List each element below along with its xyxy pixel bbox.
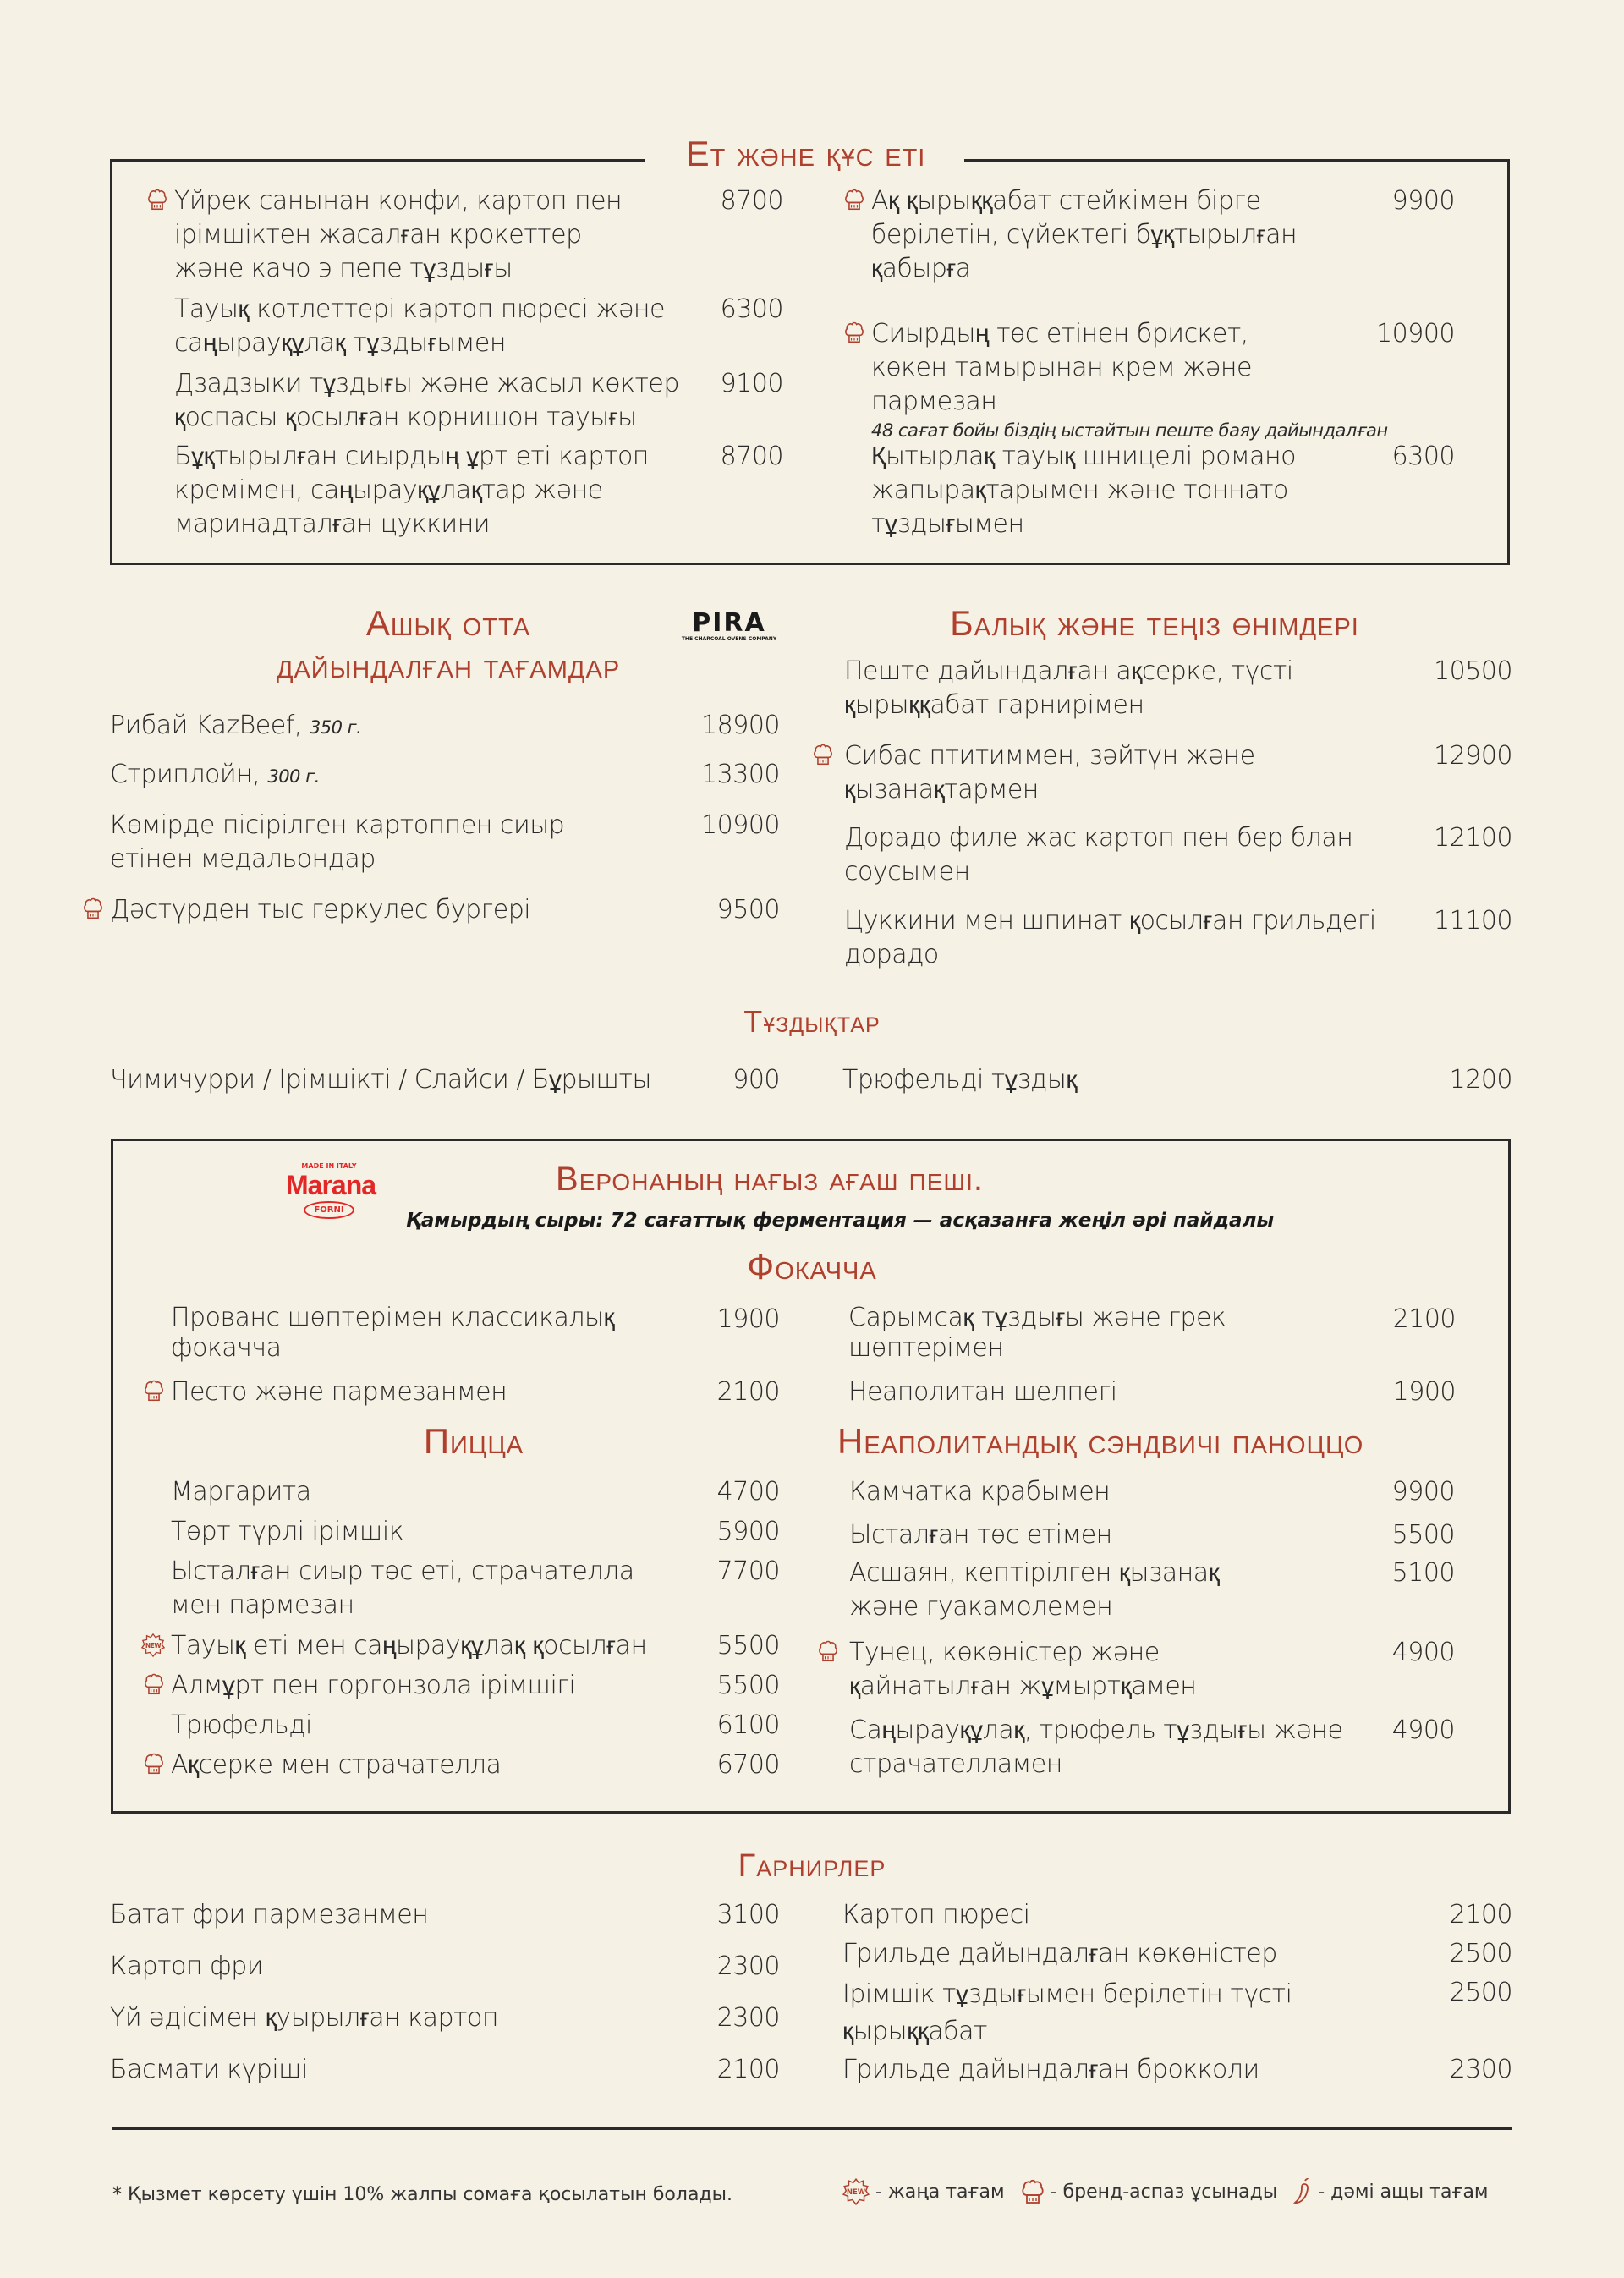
item-price: 12100 <box>1434 823 1512 853</box>
marana-logo-name: Marana <box>286 1170 376 1200</box>
item-price: 2100 <box>716 1377 780 1407</box>
item-name: Рибай KazBeef, <box>110 711 302 740</box>
item-price: 1200 <box>1449 1065 1512 1095</box>
item-price: 13300 <box>701 760 780 789</box>
item-name: Бұқтырылған сиырдың ұрт еті картоп кремімен, саңырауқұлақтар және маринадталған цуккини <box>174 442 649 539</box>
item-price: 2300 <box>716 2003 780 2033</box>
chef-hat-icon <box>812 743 834 766</box>
menu-item[interactable] <box>848 1303 1456 1364</box>
item-price: 5900 <box>716 1517 780 1546</box>
pira-logo-name: PIRA <box>692 608 766 638</box>
item-name: Үйрек санынан конфи, картоп пен ірімшіктен жасалған крокеттер және качо э пепе тұздығы <box>174 186 623 283</box>
menu-item[interactable] <box>842 1898 1512 1932</box>
item-note: 48 сағат бойы біздің ыстайтын пеште баяу дайындалған <box>871 420 1388 441</box>
menu-item[interactable] <box>849 1714 1455 1781</box>
item-name: Грильде дайындалған көкөністер <box>842 1939 1277 1968</box>
menu-item[interactable] <box>171 1375 780 1409</box>
section-title-fish-seafood: Балық және теңіз өнімдері <box>950 603 1359 643</box>
pira-logo-tagline: THE CHARCOAL OVENS COMPANY <box>681 636 777 642</box>
chef-hat-icon <box>143 1379 165 1402</box>
item-name: Сибас птитиммен, зәйтүн және қызанақтармен <box>844 741 1255 804</box>
menu-item[interactable] <box>171 1475 780 1509</box>
item-name: Неаполитан шелпегі <box>848 1377 1117 1407</box>
menu-item[interactable] <box>110 809 780 876</box>
meat-box-top-right <box>964 159 1510 162</box>
legend <box>842 2177 1489 2206</box>
menu-item[interactable] <box>842 1976 1512 2050</box>
menu-item[interactable] <box>110 709 780 744</box>
footer-divider <box>112 2127 1512 2130</box>
item-name: Песто және пармезанмен <box>171 1377 508 1407</box>
menu-item[interactable] <box>844 821 1512 889</box>
chef-hat-icon <box>1020 2177 1045 2206</box>
menu-item[interactable] <box>171 1748 780 1782</box>
chef-hat-icon <box>817 1639 839 1663</box>
menu-item[interactable] <box>110 1063 780 1097</box>
section-title-sauces: Тұздықтар <box>743 1004 881 1039</box>
item-name: Дәстүрден тыс геркулес бургері <box>110 895 531 925</box>
item-name: Батат фри пармезанмен <box>110 1900 429 1929</box>
menu-item[interactable] <box>171 1669 780 1703</box>
item-name: Маргарита <box>171 1477 311 1507</box>
item-price: 5500 <box>716 1671 780 1700</box>
menu-item[interactable] <box>849 1518 1455 1552</box>
chef-hat-icon <box>843 188 865 211</box>
menu-item[interactable] <box>171 1555 780 1622</box>
item-price: 2100 <box>1392 1304 1456 1334</box>
menu-item[interactable] <box>849 1475 1455 1509</box>
menu-item[interactable] <box>174 184 783 286</box>
menu-item[interactable] <box>871 184 1455 286</box>
item-name: Басмати күріші <box>110 2055 309 2084</box>
item-price: 6300 <box>720 294 783 324</box>
item-price: 10900 <box>1376 319 1455 349</box>
item-price: 1900 <box>716 1304 780 1334</box>
item-price: 2100 <box>716 2055 780 2084</box>
legend-spicy-label: - дәмі ащы тағам <box>1318 2181 1489 2203</box>
item-price: 5500 <box>716 1631 780 1660</box>
item-weight: 300 г. <box>267 766 320 787</box>
item-price: 10500 <box>1434 656 1512 686</box>
menu-item[interactable] <box>110 758 780 793</box>
item-price: 1900 <box>1392 1377 1456 1407</box>
menu-item[interactable] <box>110 1950 780 1984</box>
item-price: 6300 <box>1391 442 1455 471</box>
item-name: Тауық котлеттері картоп пюресі және саңырауқұлақ тұздығымен <box>174 294 665 358</box>
menu-item[interactable] <box>848 1375 1456 1409</box>
chef-hat-icon <box>143 1672 165 1696</box>
item-price: 5100 <box>1391 1558 1455 1588</box>
item-name: Асшаян, кептірілген қызанақ және гуакамолемен <box>849 1558 1220 1622</box>
menu-item[interactable] <box>842 1063 1512 1097</box>
item-name: Көмірде пісірілген картоппен сиыр етінен медальондар <box>110 810 565 874</box>
item-weight: 350 г. <box>309 717 362 738</box>
section-title-pizza: Пицца <box>423 1421 524 1461</box>
meat-box-top-left <box>110 159 645 162</box>
item-name: Прованс шөптерімен классикалық фокачча <box>171 1303 615 1363</box>
item-price: 10900 <box>701 810 780 840</box>
item-name: Ысталған сиыр төс еті, страчателла мен пармезан <box>171 1556 634 1620</box>
item-name: Алмұрт пен горгонзола ірімшігі <box>171 1671 576 1700</box>
menu-item[interactable] <box>174 293 783 360</box>
item-name: Ысталған төс етімен <box>849 1520 1112 1550</box>
item-name: Үй әдісімен қуырылған картоп <box>110 2003 498 2033</box>
item-name: Дорадо филе жас картоп пен бер блан соусымен <box>844 823 1353 886</box>
item-price: 11100 <box>1434 906 1512 936</box>
legend-chef-label: - бренд-аспаз ұсынады <box>1050 2181 1278 2203</box>
item-price: 18900 <box>701 711 780 740</box>
item-name: Дзадзыки тұздығы және жасыл көктер қоспасы қосылған корнишон тауығы <box>174 369 679 432</box>
menu-item[interactable] <box>110 2001 780 2035</box>
item-name: Ақсерке мен страчателла <box>171 1750 502 1780</box>
new-badge-icon <box>140 1633 166 1658</box>
section-title-focaccia: Фокачча <box>747 1247 877 1287</box>
section-title-open-fire-line2: дайындалған тағамдар <box>276 645 621 685</box>
item-name: Сиырдың төс етінен брискет, көкен тамырынан крем және пармезан <box>871 319 1252 416</box>
item-name: Ақ қырыққабат стейкімен бірге берілетін, сүйектегі бұқтырылған қабырға <box>871 186 1298 283</box>
item-price: 4900 <box>1391 1715 1455 1745</box>
item-name: Стриплойн, <box>110 760 261 789</box>
item-name: Цуккини мен шпинат қосылған грильдегі дорадо <box>844 906 1376 969</box>
item-name: Сарымсақ тұздығы және грек шөптерімен <box>848 1303 1226 1363</box>
wood-oven-subtitle: Қамырдың сыры: 72 сағаттық ферментация — асқазанға жеңіл әрі пайдалы <box>406 1210 1275 1232</box>
chili-pepper-icon <box>1292 2177 1313 2206</box>
item-name: Камчатка крабымен <box>849 1477 1111 1507</box>
item-price: 3100 <box>716 1900 780 1929</box>
item-price: 2500 <box>1449 1939 1512 1968</box>
menu-item[interactable] <box>842 1937 1512 1971</box>
menu-item[interactable] <box>174 367 783 435</box>
section-title-wood-oven: Веронаның нағыз ағаш пеші. <box>556 1161 984 1198</box>
item-price: 4700 <box>716 1477 780 1507</box>
menu-item[interactable] <box>110 1898 780 1932</box>
chef-hat-icon <box>82 897 104 920</box>
menu-item[interactable] <box>171 1515 780 1549</box>
item-name: Пеште дайындалған ақсерке, түсті қырыққабат гарнирімен <box>844 656 1293 720</box>
item-price: 9900 <box>1391 1477 1455 1507</box>
new-badge-icon <box>842 2177 870 2206</box>
pira-logo <box>673 608 785 642</box>
menu-item[interactable] <box>174 440 783 541</box>
chef-hat-icon <box>146 188 168 211</box>
item-price: 2500 <box>1449 1978 1512 2007</box>
item-name: Грильде дайындалған брокколи <box>842 2055 1259 2084</box>
item-name: Тауық еті мен саңырауқұлақ қосылған <box>171 1631 647 1660</box>
item-name: Чимичурри / Ірімшікті / Слайси / Бұрышты <box>110 1065 651 1095</box>
item-price: 2100 <box>1449 1900 1512 1929</box>
menu-item[interactable] <box>110 893 780 927</box>
item-name: Қытырлақ тауық шницелі романо жапырақтарымен және тоннато тұздығымен <box>871 442 1297 539</box>
marana-logo <box>286 1162 376 1219</box>
item-price: 8700 <box>720 442 783 471</box>
menu-item[interactable] <box>844 655 1512 722</box>
item-name: Трюфельді тұздық <box>842 1065 1077 1095</box>
menu-item[interactable] <box>171 1303 780 1364</box>
item-price: 9100 <box>720 369 783 398</box>
item-price: 9500 <box>716 895 780 925</box>
menu-item[interactable] <box>849 1636 1455 1704</box>
menu-item[interactable] <box>871 440 1455 541</box>
item-price: 12900 <box>1434 741 1512 771</box>
chef-hat-icon <box>143 1752 165 1776</box>
item-name: Саңырауқұлақ, трюфель тұздығы және страчателламен <box>849 1715 1343 1779</box>
menu-item[interactable] <box>842 2053 1512 2087</box>
item-name: Тунец, көкөністер және қайнатылған жұмыртқамен <box>849 1638 1197 1701</box>
marana-logo-bottom: FORNI <box>304 1201 354 1219</box>
section-title-meat-poultry: Ет және құс еті <box>685 134 926 173</box>
menu-item[interactable] <box>171 1629 780 1663</box>
item-name: Трюфельді <box>171 1710 312 1740</box>
item-price: 8700 <box>720 186 783 216</box>
menu-item[interactable] <box>171 1709 780 1743</box>
item-name: Картоп пюресі <box>842 1900 1030 1929</box>
item-price: 4900 <box>1391 1638 1455 1667</box>
item-price: 2300 <box>716 1951 780 1981</box>
item-price: 2300 <box>1449 2055 1512 2084</box>
item-price: 6100 <box>716 1710 780 1740</box>
item-price: 7700 <box>716 1556 780 1586</box>
menu-item[interactable] <box>871 317 1455 442</box>
section-title-sides: Гарнирлер <box>738 1848 886 1884</box>
menu-item[interactable] <box>110 2053 780 2087</box>
section-title-open-fire-line1: Ашық отта <box>365 603 531 643</box>
item-price: 6700 <box>716 1750 780 1780</box>
item-price: 5500 <box>1391 1520 1455 1550</box>
item-name: Картоп фри <box>110 1951 264 1981</box>
item-price: 9900 <box>1391 186 1455 216</box>
menu-item[interactable] <box>844 904 1512 972</box>
chef-hat-icon <box>843 321 865 344</box>
marana-logo-top: MADE IN ITALY <box>301 1162 357 1170</box>
item-name: Төрт түрлі ірімшік <box>171 1517 404 1546</box>
service-charge-note: * Қызмет көрсету үшін 10% жалпы сомаға қосылатын болады. <box>112 2184 732 2205</box>
menu-item[interactable] <box>844 739 1512 807</box>
item-name: Ірімшік тұздығымен берілетін түсті қырыққабат <box>842 1979 1292 2046</box>
section-title-panozzo: Неаполитандық сэндвичі паноццо <box>837 1421 1364 1461</box>
item-price: 900 <box>732 1065 780 1095</box>
menu-item[interactable] <box>849 1556 1455 1624</box>
legend-new-label: - жаңа тағам <box>875 2181 1005 2203</box>
